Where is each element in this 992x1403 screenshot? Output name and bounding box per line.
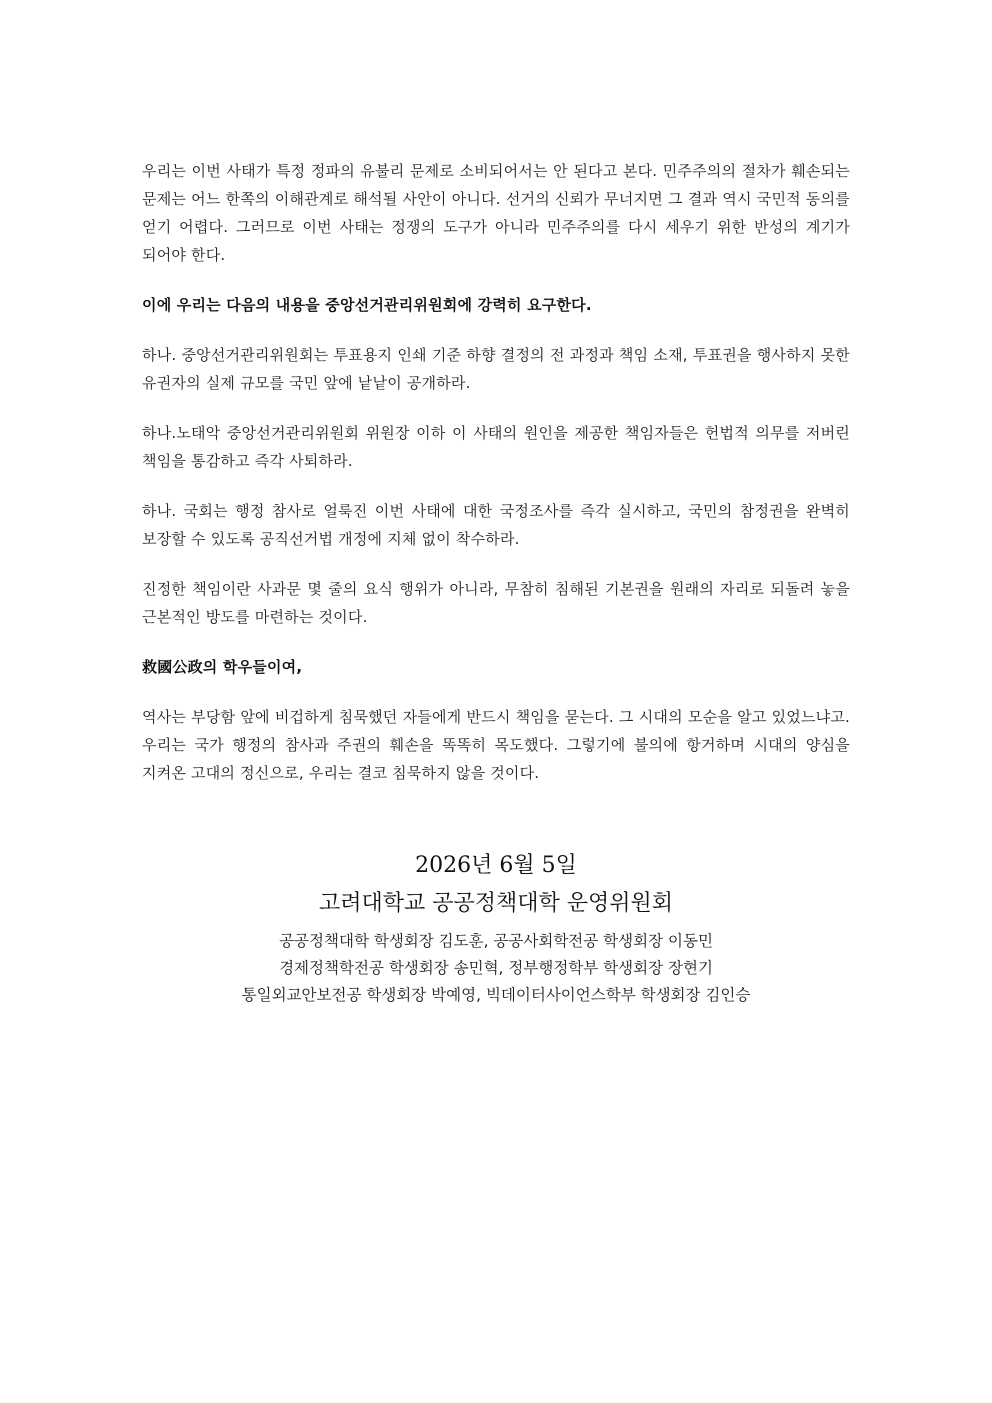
signature-line-3: 통일외교안보전공 학생회장 박예영, 빅데이터사이언스학부 학생회장 김인승 (241, 986, 751, 1004)
paragraph-closing: 역사는 부당함 앞에 비겁하게 침묵했던 자들에게 반드시 책임을 묻는다. 그 시대의 모순을 알고 있었느냐고. 우리는 국가 행정의 참사과 주권의 훼손을 똑똑히 목도했다. 그렇기에 불의에 항거하며 시대의 양심을 지켜온 고대의 정신으로, 우리는 결코 침묵하지 않을 것이다. (142, 708, 850, 782)
paragraph-demand-2: 하나.노태악 중앙선거관리위원회 위원장 이하 이 사태의 원인을 제공한 책임자들은 헌법적 의무를 저버린 책임을 통감하고 즉각 사퇴하라. (142, 424, 850, 470)
signature-date: 2026년 6월 5일 (415, 853, 577, 878)
signature-line-2: 경제정책학전공 학생회장 송민혁, 정부행정학부 학생회장 장현기 (279, 959, 713, 977)
paragraph-address: 救國公政의 학우들이여, (142, 658, 303, 676)
paragraph-demand-3: 하나. 국회는 행정 참사로 얼룩진 이번 사태에 대한 국정조사를 즉각 실시하고, 국민의 참정권을 완벽히 보장할 수 있도록 공직선거법 개정에 지체 없이 착수하라. (142, 502, 850, 548)
signature-block (0, 850, 992, 1009)
statement-body (142, 157, 850, 809)
paragraph-reflection: 우리는 이번 사태가 특정 정파의 유불리 문제로 소비되어서는 안 된다고 본다. 민주주의의 절차가 훼손되는 문제는 어느 한쪽의 이해관계로 해석될 사안이 아니다. 선거의 신뢰가 무너지면 그 결과 역시 국민적 동의를 얻기 어렵다. 그러므로 이번 사태는 정쟁의 도구가 아니라 민주주의를 다시 세우기 위한 반성의 계기가 되어야 한다. (142, 162, 850, 264)
paragraph-responsibility: 진정한 책임이란 사과문 몇 줄의 요식 행위가 아니라, 무참히 침해된 기본권을 원래의 자리로 되돌려 놓을 근본적인 방도를 마련하는 것이다. (142, 580, 850, 626)
signature-organization: 고려대학교 공공정책대학 운영위원회 (318, 891, 674, 916)
paragraph-demand-heading: 이에 우리는 다음의 내용을 중앙선거관리위원회에 강력히 요구한다. (142, 296, 592, 314)
signature-line-1: 공공정책대학 학생회장 김도훈, 공공사회학전공 학생회장 이동민 (279, 932, 713, 950)
paragraph-demand-1: 하나. 중앙선거관리위원회는 투표용지 인쇄 기준 하향 결정의 전 과정과 책임 소재, 투표권을 행사하지 못한 유권자의 실제 규모를 국민 앞에 낱낱이 공개하라. (142, 346, 850, 392)
